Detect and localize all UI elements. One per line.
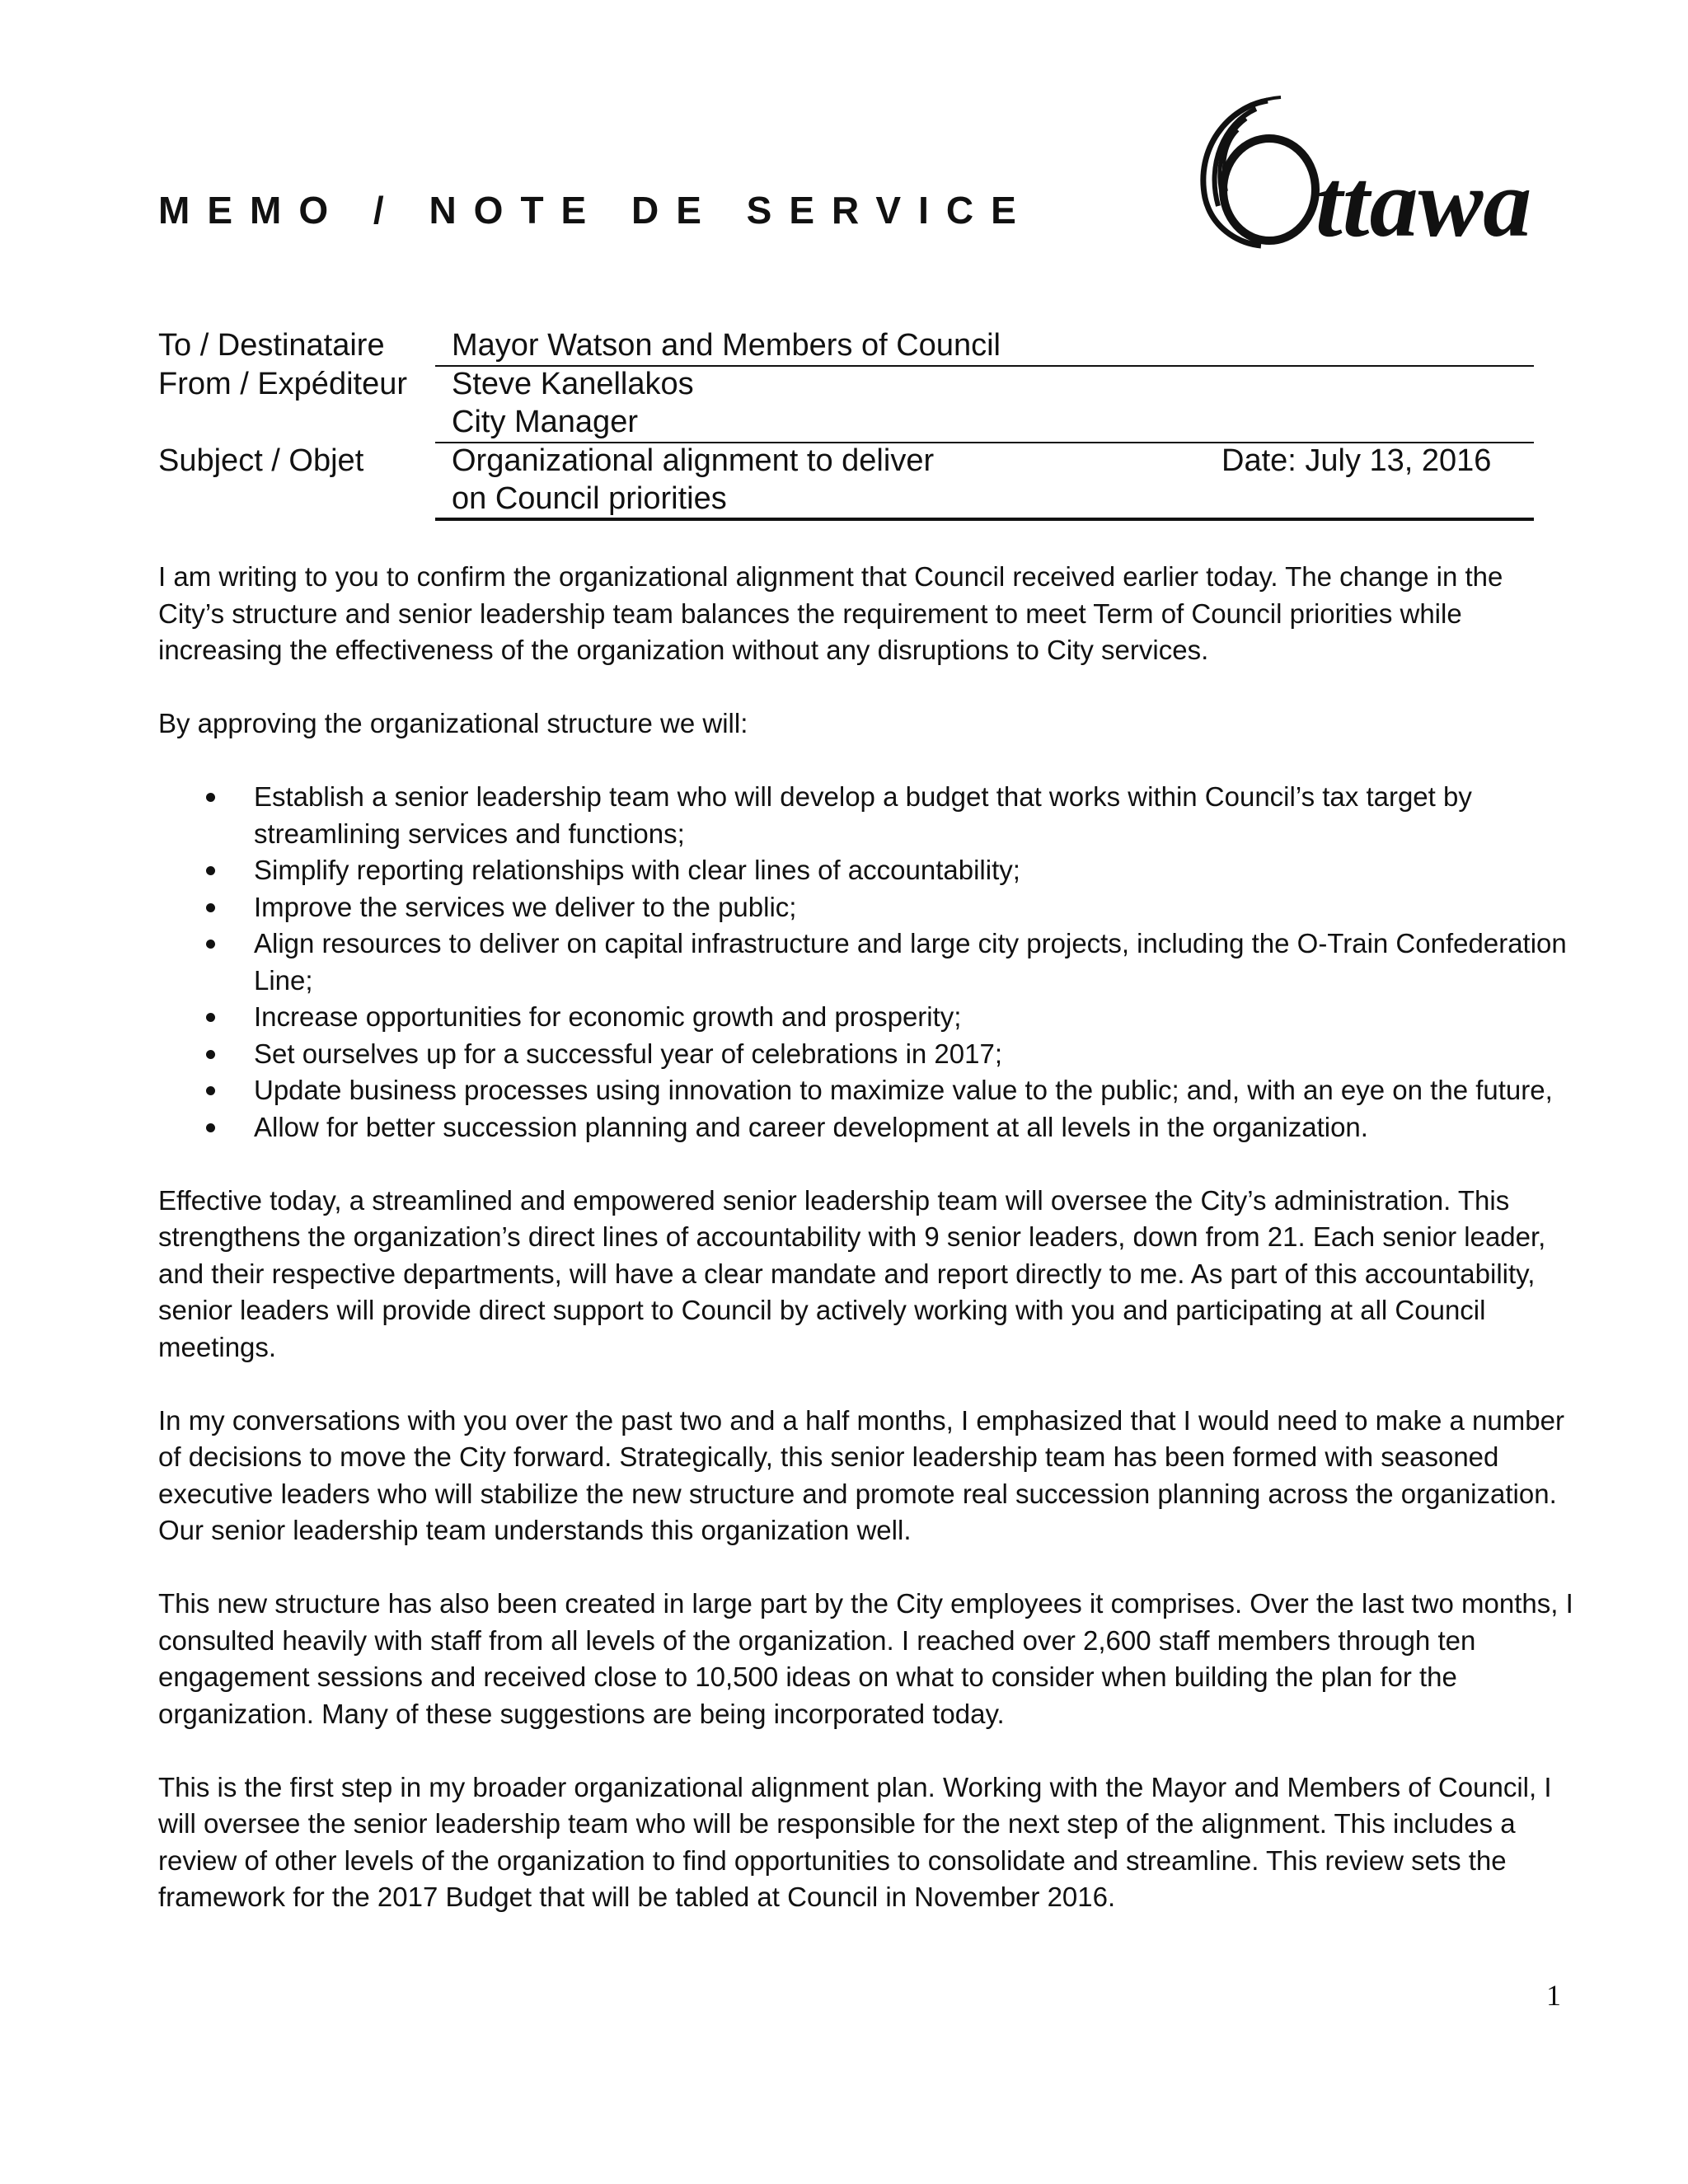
list-item: Increase opportunities for economic growth and prosperity; — [158, 999, 1576, 1036]
from-title: City Manager — [452, 405, 638, 439]
list-item: Set ourselves up for a successful year of celebrations in 2017; — [158, 1036, 1576, 1073]
list-item: Simplify reporting relationships with clear lines of accountability; — [158, 852, 1576, 889]
memo-title: MEMO / NOTE DE SERVICE — [158, 189, 1034, 232]
logo-wordmark: ttawa — [1315, 149, 1532, 255]
list-item: Allow for better succession planning and career development at all levels in the organization. — [158, 1109, 1576, 1146]
to-value: Mayor Watson and Members of Council — [452, 328, 1001, 363]
subject-line-2: on Council priorities — [452, 481, 727, 516]
bullet-icon — [206, 866, 215, 875]
bullet-icon — [206, 1086, 215, 1095]
header-bottom-rule — [435, 518, 1534, 521]
from-name: Steve Kanellakos — [452, 367, 694, 401]
paragraph-leadership: Effective today, a streamlined and empowered senior leadership team will oversee the City’s administration. This strengthens the organization’s direct lines of accountability with 9 senior leaders, down from 21. Each senior leader, and their respective departments, will have a clear mandate and report directly to me. As part of this accountability, senior leaders will provide direct support to Council by actively working with you and participating at all Council meetings. — [158, 1184, 1546, 1362]
paragraph-conversations: In my conversations with you over the past two and a half months, I emphasized that I would need to make a number of decisions to move the City forward. Strategically, this senior leadership team has been formed with seasoned executive leaders who will stabilize the new structure and promote real succession planning across the organization. Our senior leadership team understands this organization well. — [158, 1404, 1564, 1545]
list-item: Align resources to deliver on capital infrastructure and large city projects, including the O-Train Confederation Line; — [158, 926, 1576, 999]
bullet-icon — [206, 793, 215, 802]
bullet-icon — [206, 1050, 215, 1059]
to-label: To / Destinataire — [158, 328, 385, 363]
ottawa-logo — [1170, 91, 1533, 255]
list-item: Update business processes using innovation to maximize value to the public; and, with an eye on the future, — [158, 1072, 1576, 1109]
list-item: Improve the services we deliver to the public; — [158, 889, 1576, 926]
bullet-icon — [206, 1013, 215, 1022]
subject-label: Subject / Objet — [158, 443, 364, 478]
from-label: From / Expéditeur — [158, 367, 407, 401]
subject-line-1: Organizational alignment to deliver — [452, 443, 935, 478]
list-item: Establish a senior leadership team who will develop a budget that works within Council’s tax target by streamlining services and functions; — [158, 779, 1576, 852]
paragraph-engagement: This new structure has also been created in large part by the City employees it comprises. Over the last two months, I consulted heavily with staff from all levels of the organization. I reached over 2,600 staff members through ten engagement sessions and received close to 10,500 ideas on what to consider when building the plan for the organization. Many of these suggestions are being incorporated today. — [158, 1588, 1573, 1729]
list-intro: By approving the organizational structure we will: — [158, 708, 748, 738]
paragraph-next-steps: This is the first step in my broader organizational alignment plan. Working with the Mayor and Members of Council, I will oversee the senior leadership team who will be responsible for the next step of the alignment. This includes a review of other levels of the organization to find opportunities to consolidate and streamline. This review sets the framework for the 2017 Budget that will be tabled at Council in November 2016. — [158, 1771, 1552, 1912]
bullet-icon — [206, 903, 215, 912]
memo-date: Date: July 13, 2016 — [1221, 443, 1492, 478]
paragraph-intro: I am writing to you to confirm the organizational alignment that Council received earlier today. The change in the City’s structure and senior leadership team balances the requirement to meet Term of Council priorities while increasing the effectiveness of the organization without any disruptions to City services. — [158, 561, 1503, 665]
memo-body — [158, 559, 1576, 1952]
bullet-icon — [206, 1123, 215, 1132]
page-number: 1 — [1546, 1979, 1561, 2012]
bullet-icon — [206, 940, 215, 949]
bullet-list — [158, 779, 1576, 1146]
